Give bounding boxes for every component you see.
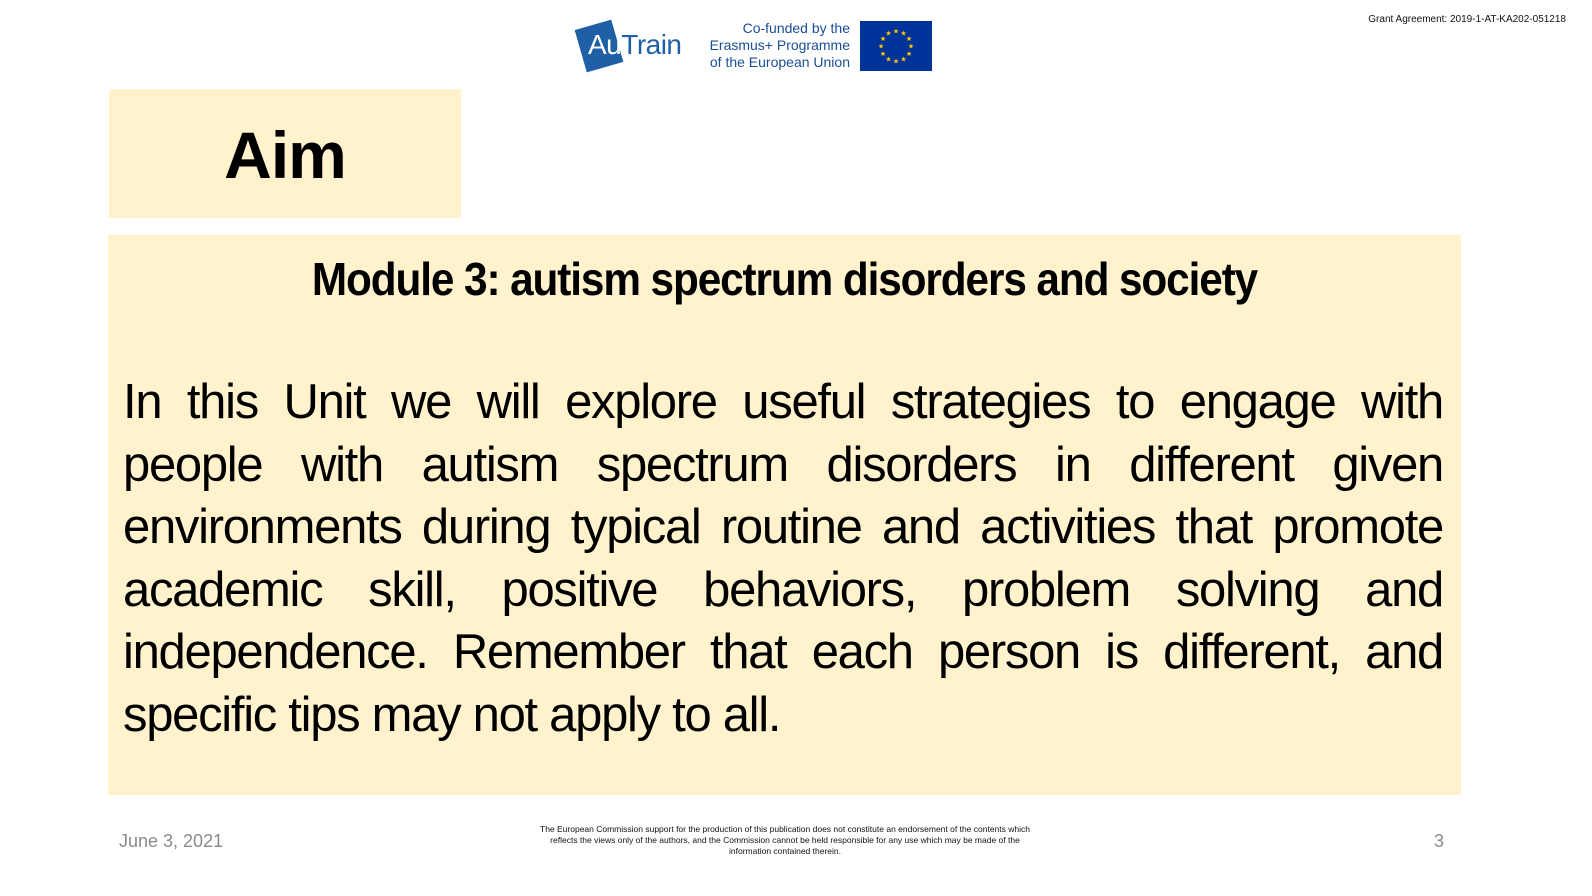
autrain-logo-au: Au [588, 29, 622, 60]
footer-date: June 3, 2021 [119, 831, 224, 851]
eu-star-icon: ★ [900, 30, 907, 38]
footer-disclaimer: The European Commission support for the production of this publication does not constitute an endorsement of the contents which reflects the views only of the authors, and the Commission cannot be held responsible for any use which may be made of the information contained therein. [540, 824, 1030, 856]
erasmus-line-2: Erasmus+ Programme [709, 37, 850, 53]
eu-star-icon: ★ [892, 58, 900, 66]
erasmus-line-1: Co-funded by the [742, 20, 850, 36]
eu-star-icon: ★ [885, 30, 892, 38]
eu-flag-icon [860, 21, 932, 71]
grant-agreement: Grant Agreement: 2019-1-AT-KA202-051218 [1368, 14, 1566, 25]
aim-heading-box [109, 89, 461, 218]
module-title: Module 3: autism spectrum disorders and society [311, 253, 1258, 305]
eu-star-icon: ★ [877, 43, 885, 51]
eu-star-icon: ★ [879, 36, 887, 43]
eu-star-icon: ★ [885, 56, 892, 64]
unit-description: In this Unit we will explore useful strategies to engage with people with autism spectrum disorders in different given environments during typical routine and activities that promote academic skill, positive behaviors, problem solving and independence. Remember that each person is different, and specific tips may not apply to all. [123, 375, 1443, 742]
erasmus-cofunded-text [700, 20, 850, 71]
autrain-logo [578, 18, 690, 76]
autrain-logo-train: Train [621, 29, 682, 60]
eu-star-icon: ★ [905, 51, 913, 58]
eu-star-icon: ★ [892, 28, 900, 36]
eu-star-icon: ★ [879, 51, 887, 58]
eu-star-icon: ★ [905, 36, 913, 43]
header-logos [578, 14, 950, 78]
page-number: 3 [1434, 831, 1445, 851]
eu-star-icon: ★ [900, 56, 907, 64]
eu-star-icon: ★ [907, 43, 915, 51]
erasmus-line-3: of the European Union [709, 54, 850, 70]
aim-title: Aim [224, 117, 346, 192]
content-panel [108, 235, 1461, 795]
